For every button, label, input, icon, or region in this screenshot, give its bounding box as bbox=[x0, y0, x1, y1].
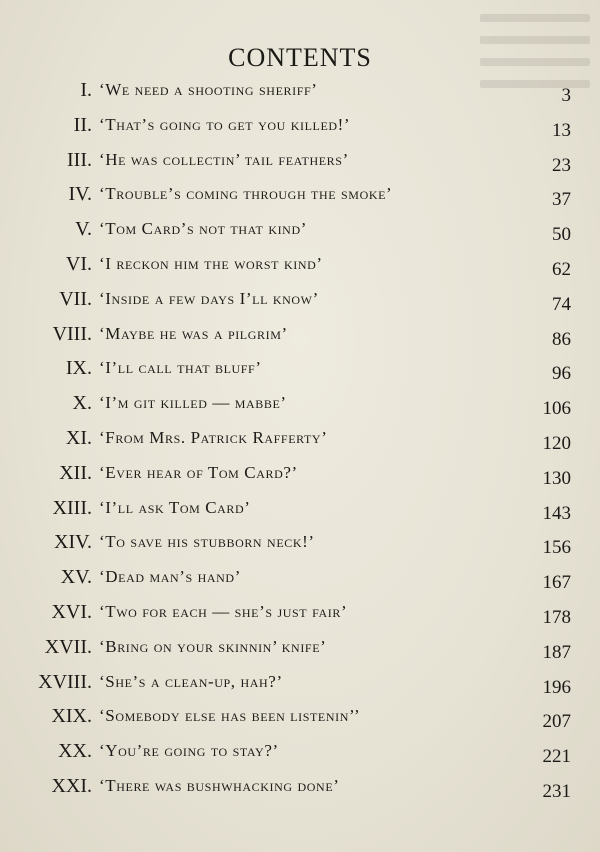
chapter-title: ‘I reckon him the worst kind’ bbox=[99, 253, 323, 273]
page-number: 74 bbox=[552, 293, 571, 315]
chapter-title: ‘Two for each — she’s just fair’ bbox=[99, 601, 348, 621]
toc-entry bbox=[0, 530, 600, 565]
chapter-number: II. bbox=[73, 113, 92, 136]
page-number: 143 bbox=[542, 502, 571, 524]
toc-entry bbox=[0, 217, 600, 252]
chapter-title: ‘Trouble’s coming through the smoke’ bbox=[99, 184, 393, 204]
chapter-number: XVII. bbox=[44, 635, 92, 658]
chapter-title: ‘Somebody else has been listenin’’ bbox=[99, 706, 361, 726]
chapter-number: XIV. bbox=[54, 531, 92, 554]
table-of-contents bbox=[0, 78, 600, 809]
chapter-number: XVIII. bbox=[38, 670, 92, 693]
chapter-title: ‘From Mrs. Patrick Rafferty’ bbox=[99, 427, 328, 447]
toc-entry bbox=[0, 426, 600, 461]
page-number: 37 bbox=[552, 189, 571, 211]
chapter-number: XI. bbox=[65, 426, 92, 449]
page-number: 3 bbox=[561, 85, 571, 106]
page-number: 130 bbox=[542, 467, 571, 489]
chapter-number: XV. bbox=[60, 566, 92, 589]
page-number: 62 bbox=[552, 258, 571, 280]
chapter-number: VIII. bbox=[52, 322, 92, 345]
page-number: 187 bbox=[542, 641, 571, 663]
chapter-title: ‘I’m git killed — mabbe’ bbox=[99, 393, 287, 413]
toc-entry bbox=[0, 113, 600, 148]
chapter-number: XIX. bbox=[51, 705, 92, 728]
chapter-title: ‘I’ll ask Tom Card’ bbox=[99, 497, 251, 517]
chapter-number: VI. bbox=[65, 252, 92, 275]
page-number: 50 bbox=[552, 224, 571, 246]
chapter-number: IV. bbox=[68, 183, 92, 206]
page-number: 221 bbox=[542, 746, 571, 768]
toc-entry bbox=[0, 287, 600, 322]
page-number: 156 bbox=[542, 537, 571, 559]
chapter-number: XII. bbox=[59, 461, 92, 484]
page-number: 13 bbox=[552, 119, 571, 141]
toc-entry bbox=[0, 496, 600, 531]
toc-entry bbox=[0, 600, 600, 635]
chapter-title: ‘Inside a few days I’ll know’ bbox=[99, 288, 319, 308]
chapter-title: ‘You’re going to stay?’ bbox=[99, 741, 279, 761]
chapter-title: ‘Maybe he was a pilgrim’ bbox=[99, 323, 288, 343]
toc-entry bbox=[0, 322, 600, 357]
toc-entry bbox=[0, 252, 600, 287]
page-number: 86 bbox=[552, 328, 571, 350]
page-number: 96 bbox=[552, 363, 571, 385]
chapter-title: ‘He was collectin’ tail feathers’ bbox=[99, 149, 349, 169]
toc-entry bbox=[0, 182, 600, 217]
page-number: 231 bbox=[542, 780, 571, 802]
chapter-number: XIII. bbox=[52, 496, 92, 519]
toc-entry bbox=[0, 635, 600, 670]
chapter-title: ‘Bring on your skinnin’ knife’ bbox=[99, 636, 327, 656]
chapter-title: ‘We need a shooting sheriff’ bbox=[99, 80, 318, 99]
toc-entry bbox=[0, 391, 600, 426]
chapter-number: XVI. bbox=[51, 600, 92, 623]
chapter-title: ‘Tom Card’s not that kind’ bbox=[99, 219, 307, 239]
page-number: 196 bbox=[542, 676, 571, 698]
chapter-title: ‘Dead man’s hand’ bbox=[99, 567, 241, 587]
page-title: CONTENTS bbox=[228, 43, 372, 73]
toc-entry bbox=[0, 670, 600, 705]
chapter-number: III. bbox=[67, 148, 92, 171]
toc-entry bbox=[0, 739, 600, 774]
page-number: 23 bbox=[552, 154, 571, 176]
chapter-number: V. bbox=[75, 218, 92, 241]
page-number: 167 bbox=[542, 572, 571, 594]
toc-entry bbox=[0, 704, 600, 739]
toc-entry bbox=[0, 565, 600, 600]
chapter-title: ‘I’ll call that bluff’ bbox=[99, 358, 262, 378]
page-number: 207 bbox=[542, 711, 571, 733]
page-number: 106 bbox=[542, 398, 571, 420]
chapter-number: XXI. bbox=[51, 774, 92, 797]
chapter-title: ‘She’s a clean-up, hah?’ bbox=[99, 671, 283, 691]
toc-entry bbox=[0, 774, 600, 809]
toc-entry bbox=[0, 356, 600, 391]
chapter-number: XX. bbox=[58, 740, 92, 763]
page-number: 120 bbox=[542, 432, 571, 454]
chapter-title: ‘To save his stubborn neck!’ bbox=[99, 532, 315, 552]
toc-entry bbox=[0, 78, 600, 113]
chapter-title: ‘There was bushwhacking done’ bbox=[99, 775, 340, 795]
chapter-number: X. bbox=[72, 392, 92, 415]
toc-entry bbox=[0, 461, 600, 496]
chapter-title: ‘Ever hear of Tom Card?’ bbox=[99, 462, 298, 482]
toc-entry bbox=[0, 148, 600, 183]
chapter-title: ‘That’s going to get you killed!’ bbox=[99, 114, 351, 134]
chapter-number: IX. bbox=[65, 357, 92, 380]
page-number: 178 bbox=[542, 606, 571, 628]
chapter-number: I. bbox=[80, 79, 92, 101]
chapter-number: VII. bbox=[59, 287, 92, 310]
